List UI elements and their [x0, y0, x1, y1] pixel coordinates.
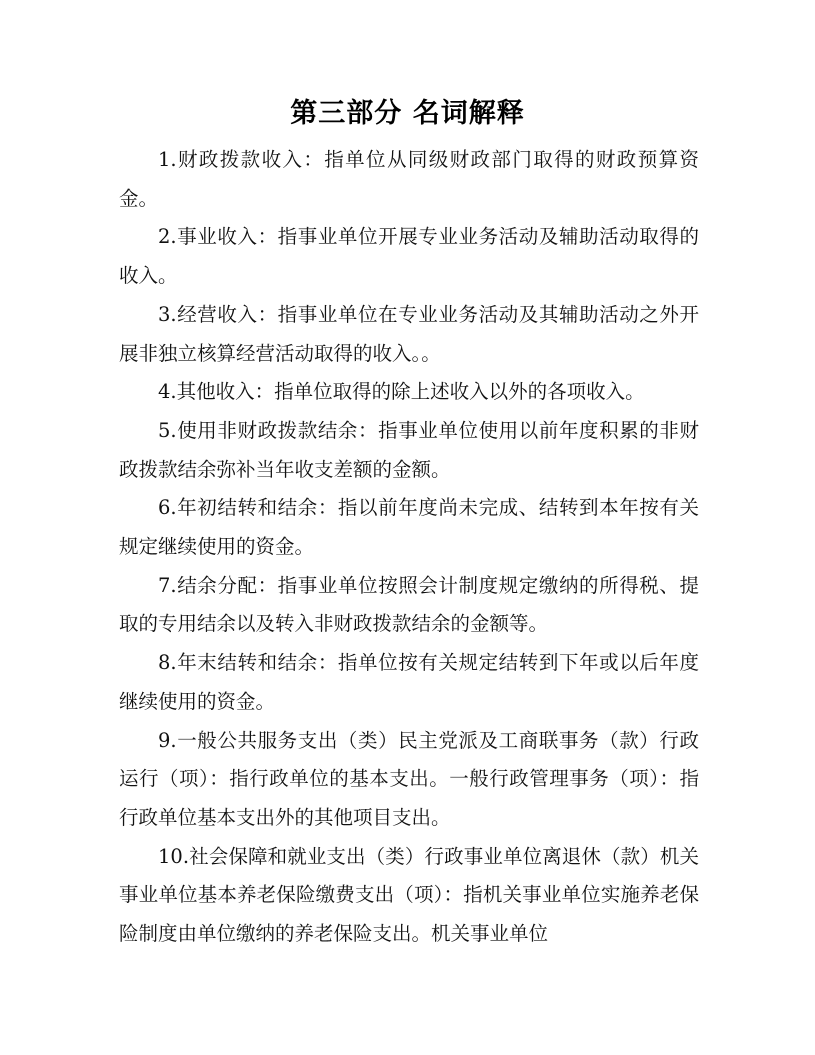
paragraph-10-social-security: 10.社会保障和就业支出（类）行政事业单位离退休（款）机关事业单位基本养老保险缴费支出（项）：指机关事业单位实施养老保险制度由单位缴纳的养老保险支出。机关事业单位	[119, 844, 699, 946]
paragraph-1-fiscal-appropriation-income: 1.财政拨款收入：指单位从同级财政部门取得的财政预算资金。	[119, 148, 699, 210]
paragraph-2-business-income: 2.事业收入：指事业单位开展专业业务活动及辅助活动取得的收入。	[119, 225, 699, 288]
paragraph-5-non-fiscal-balance-use: 5.使用非财政拨款结余：指事业单位使用以前年度积累的非财政拨款结余弥补当年收支差额的金额。	[119, 418, 699, 481]
document-body	[119, 141, 699, 954]
paragraph-3-operating-income: 3.经营收入：指事业单位在专业业务活动及其辅助活动之外开展非独立核算经营活动取得的收入。。	[119, 302, 699, 365]
page-title: 第三部分 名词解释	[290, 98, 525, 129]
paragraph-8-closing-carryover: 8.年末结转和结余：指单位按有关规定结转到下年或以后年度继续使用的资金。	[119, 651, 699, 713]
paragraph-4-other-income: 4.其他收入：指单位取得的除上述收入以外的各项收入。	[158, 380, 645, 404]
paragraph-6-opening-carryover: 6.年初结转和结余：指以前年度尚未完成、结转到本年按有关规定继续使用的资金。	[119, 496, 699, 559]
paragraph-9-general-public-services: 9.一般公共服务支出（类）民主党派及工商联事务（款）行政运行（项）：指行政单位的基本支出。一般行政管理事务（项）：指行政单位基本支出外的其他项目支出。	[119, 728, 699, 829]
paragraph-7-surplus-distribution: 7.结余分配：指事业单位按照会计制度规定缴纳的所得税、提取的专用结余以及转入非财政拨款结余的金额等。	[119, 573, 699, 636]
